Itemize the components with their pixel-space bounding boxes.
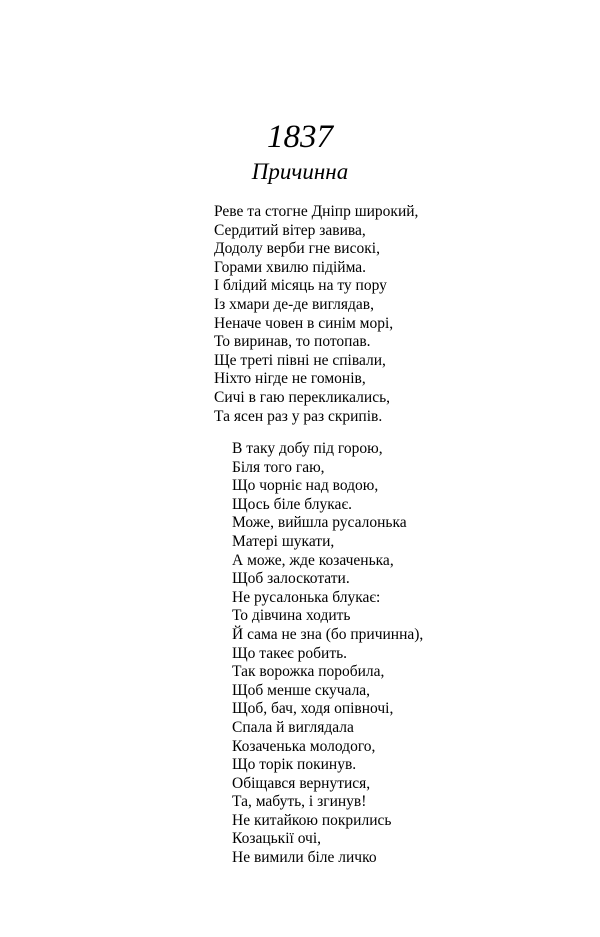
poem-line: Сердитий вітер завива,	[214, 221, 366, 239]
poem-line: Спала й виглядала	[232, 718, 354, 736]
poem-line: Горами хвилю підійма.	[214, 258, 367, 276]
poem-line: І блідий місяць на ту пору	[214, 277, 387, 295]
poem-line: В таку добу під горою,	[232, 440, 383, 457]
poem-line: Так ворожка поробила,	[232, 663, 385, 681]
poem-line: Щоб менше скучала,	[232, 681, 371, 699]
poem-line: Та, мабуть, і згинув!	[232, 793, 367, 811]
poem-line: Щоб залоскотати.	[232, 570, 350, 588]
poem-line: Сичі в гаю перекликались,	[214, 388, 391, 406]
poem-line: Що такеє робить.	[232, 644, 348, 662]
poem-line: Не китайкою покрились	[232, 811, 392, 829]
poem-line: Додолу верби гне високі,	[214, 240, 380, 258]
poem-line: Козаченька молодого,	[232, 737, 376, 755]
poem-line: Неначе човен в синім морі,	[214, 314, 394, 332]
poem-line: Щоб, бач, ходя опівночі,	[232, 700, 394, 718]
poem-line: Матері шукати,	[232, 532, 335, 550]
poem-line: Реве та стогне Дніпр широкий,	[214, 203, 419, 220]
poem-line: Не вимили біле личко	[232, 849, 377, 867]
poem-line: Та ясен раз у раз скрипів.	[214, 407, 383, 425]
stanza-1	[214, 203, 418, 426]
poem-line: То виринав, то потопав.	[214, 333, 371, 351]
poem-line: Козацькії очі,	[232, 830, 322, 848]
poem-line: Що торік покинув.	[232, 756, 357, 774]
poem-line: Що чорніє над водою,	[232, 477, 379, 495]
poem-line: То дівчина ходить	[232, 607, 351, 625]
poem-title: Причинна	[251, 159, 349, 184]
poem-line: Щось біле блукає.	[232, 495, 352, 513]
poem-line: Не русалонька блукає:	[232, 588, 381, 606]
poem-line: Ніхто нігде не гомонів,	[214, 370, 366, 388]
poem-line: Може, вийшла русалонька	[232, 514, 407, 532]
poem-line: А може, жде козаченька,	[232, 551, 394, 569]
poem-line: Біля того гаю,	[232, 458, 325, 476]
poem-line: Й сама не зна (бо причинна),	[232, 625, 424, 643]
poem-line: Ще треті півні не співали,	[214, 351, 386, 369]
poem-line: Із хмари де-де виглядав,	[214, 295, 374, 313]
poem-line: Обіщався вернутися,	[232, 774, 371, 792]
poem-year: 1837	[267, 119, 333, 155]
stanza-2	[232, 440, 423, 868]
